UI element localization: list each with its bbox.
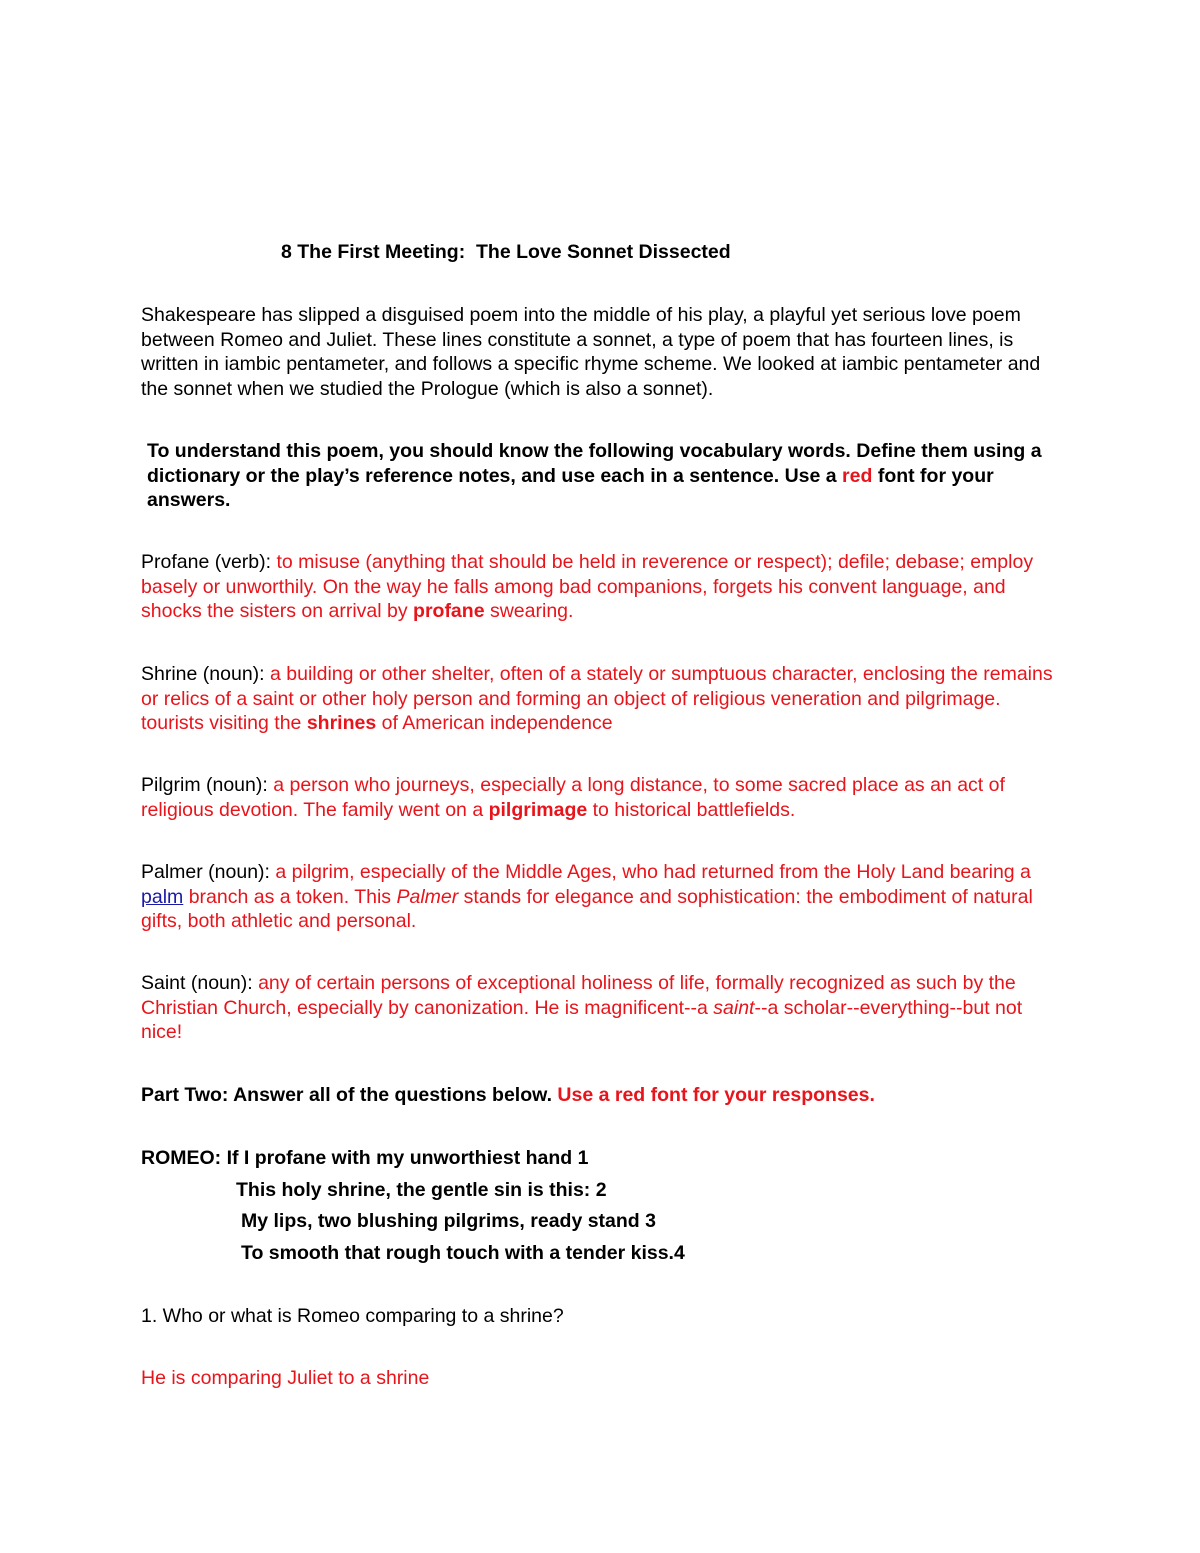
poem-line-text: If I profane with my unworthiest hand 1 xyxy=(226,1147,589,1169)
part-two-label: Part Two: Answer all of the questions below. xyxy=(141,1084,558,1106)
poem-line-3: My lips, two blushing pilgrims, ready stand 3 xyxy=(241,1210,656,1232)
vocab-definition: a building or other shelter, often of a stately or sumptuous character, enclosing the remains or relics of a saint or other holy person and forming an object of religious veneration and pilgrimage. tourists visiting the xyxy=(141,663,1053,735)
vocab-definition: a person who journeys, especially a long distance, to some sacred place as an act of religious devotion. The family went on a xyxy=(141,774,1005,821)
poem-speaker: ROMEO: xyxy=(141,1147,227,1169)
vocab-shrine xyxy=(141,662,1066,736)
page-title: 8 The First Meeting: The Love Sonnet Dissected xyxy=(281,241,731,263)
vocab-definition: to misuse (anything that should be held in reverence or respect); defile; debase; employ basely or unworthily. On the way he falls among bad companions, forgets his convent language, and shocks the sisters on arrival by xyxy=(141,551,1034,623)
vocab-definition-end: --a scholar--everything--but not nice! xyxy=(141,996,1023,1044)
vocab-bold-word: profane xyxy=(413,600,485,623)
vocab-term: Pilgrim (noun): xyxy=(141,774,274,796)
instructions-text-end: font for your answers. xyxy=(147,464,994,512)
vocab-definition: a pilgrim, especially of the Middle Ages, who had returned from the Holy Land bearing a xyxy=(275,861,1031,883)
part-two-heading xyxy=(141,1083,1066,1108)
vocab-definition-mid: branch as a token. This xyxy=(183,885,397,908)
poem-line-4: To smooth that rough touch with a tender kiss.4 xyxy=(241,1242,685,1264)
vocab-term: Saint (noun): xyxy=(141,972,259,994)
vocab-definition-end: stands for elegance and sophistication: the embodiment of natural gifts, both athletic and personal. xyxy=(141,885,1033,933)
vocab-term: Shrine (noun): xyxy=(141,663,270,685)
vocab-italic-word: saint xyxy=(713,996,755,1019)
vocab-profane xyxy=(141,550,1066,624)
intro-paragraph: Shakespeare has slipped a disguised poem into the middle of his play, a playful yet serious love poem between Romeo and Juliet. These lines constitute a sonnet, a type of poem that has fourteen lines, is written in iambic pentameter, and follows a specific rhyme scheme. We looked at iambic pentameter and the sonnet when we studied the Prologue (which is also a sonnet). xyxy=(141,304,1041,401)
vocab-palmer xyxy=(141,860,1066,934)
vocab-definition-end: swearing. xyxy=(484,600,574,623)
vocab-pilgrim xyxy=(141,773,1066,822)
poem-line-2: This holy shrine, the gentle sin is this: 2 xyxy=(236,1179,607,1201)
vocab-definition: any of certain persons of exceptional holiness of life, formally recognized as such by the Christian Church, especially by canonization. He is magnificent--a xyxy=(141,972,1016,1019)
vocab-term: Profane (verb): xyxy=(141,551,277,573)
palm-link[interactable]: palm xyxy=(141,885,184,908)
vocab-italic-word: Palmer xyxy=(396,885,459,908)
question-1: 1. Who or what is Romeo comparing to a shrine? xyxy=(141,1305,564,1327)
instructions-text: To understand this poem, you should know the following vocabulary words. Define them using a dictionary or the play’s reference notes, and use each in a sentence. Use a xyxy=(147,440,1042,487)
vocab-bold-word: shrines xyxy=(306,712,377,735)
answer-1: He is comparing Juliet to a shrine xyxy=(141,1367,430,1389)
part-two-red-instruction: Use a red font for your responses. xyxy=(557,1084,875,1106)
poem-line-1 xyxy=(141,1146,588,1170)
instructions-paragraph xyxy=(141,439,1066,513)
vocab-definition-end: to historical battlefields. xyxy=(587,798,796,821)
vocab-term: Palmer (noun): xyxy=(141,861,276,883)
vocab-bold-word: pilgrimage xyxy=(488,798,588,821)
vocab-saint xyxy=(141,971,1066,1045)
vocab-definition-end: of American independence xyxy=(376,712,613,735)
instructions-red-word: red xyxy=(842,464,873,487)
